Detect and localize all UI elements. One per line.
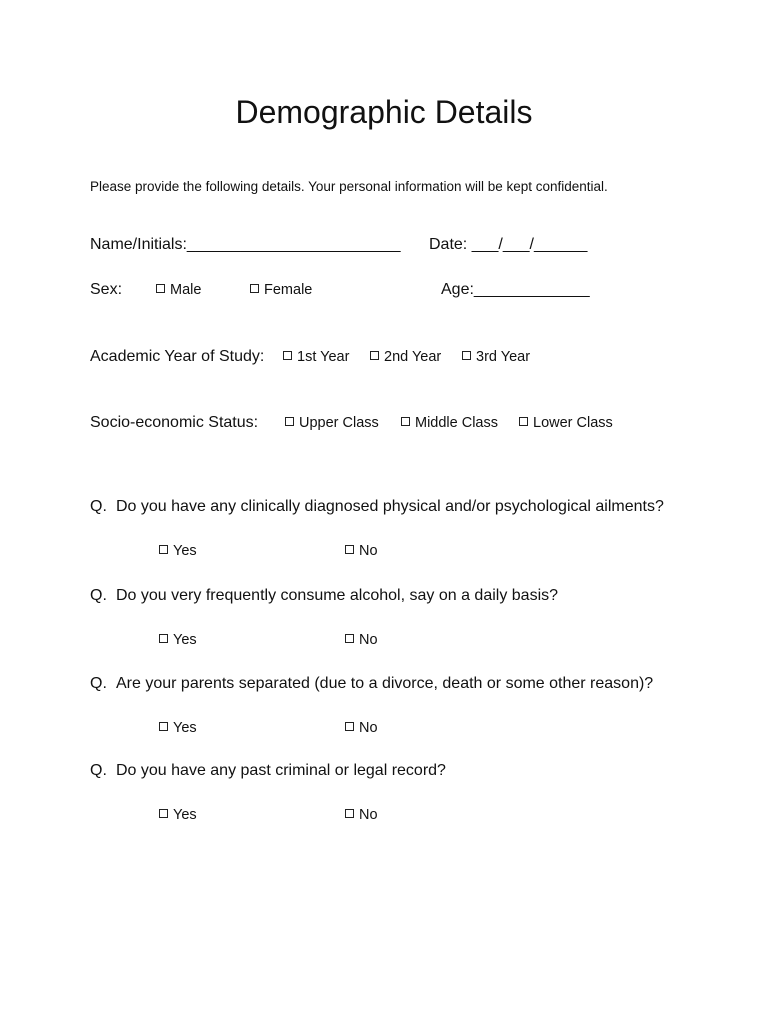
answer-no[interactable] [345, 718, 378, 738]
checkbox-icon[interactable] [345, 809, 354, 818]
option-label: Yes [173, 543, 197, 559]
question-prefix: Q. [90, 675, 107, 692]
checkbox-icon[interactable] [159, 722, 168, 731]
option-label: Middle Class [415, 415, 498, 431]
checkbox-icon[interactable] [250, 284, 259, 293]
option-label: 1st Year [297, 349, 350, 365]
checkbox-icon[interactable] [283, 351, 292, 360]
question-text [90, 497, 664, 517]
answer-yes[interactable] [159, 630, 197, 650]
academic-year-option-3rd[interactable] [462, 347, 530, 367]
academic-year-option-2nd[interactable] [370, 347, 441, 367]
sex-label: Sex: [90, 281, 123, 298]
checkbox-icon[interactable] [345, 722, 354, 731]
academic-year-option-1st[interactable] [283, 347, 349, 367]
socio-economic-option-middle[interactable] [401, 413, 498, 433]
checkbox-icon[interactable] [345, 545, 354, 554]
option-label: 3rd Year [476, 349, 531, 365]
option-label: Upper Class [299, 415, 379, 431]
option-label: Yes [173, 632, 197, 648]
question-label: Are your parents separated (due to a divorce, death or some other reason)? [116, 675, 654, 692]
checkbox-icon[interactable] [159, 809, 168, 818]
checkbox-icon[interactable] [401, 417, 410, 426]
checkbox-icon[interactable] [519, 417, 528, 426]
checkbox-icon[interactable] [159, 545, 168, 554]
answer-yes[interactable] [159, 805, 197, 825]
question-prefix: Q. [90, 587, 107, 604]
name-initials-field[interactable]: Name/Initials:________________________ [90, 236, 401, 253]
intro-text: Please provide the following details. Your personal information will be kept confidential. [90, 179, 608, 194]
sex-option-male[interactable] [156, 280, 201, 300]
question-label: Do you have any clinically diagnosed physical and/or psychological ailments? [116, 498, 664, 515]
option-label: Yes [173, 807, 197, 823]
option-label: No [359, 632, 378, 648]
date-field[interactable]: Date: ___/___/______ [429, 236, 588, 253]
checkbox-icon[interactable] [285, 417, 294, 426]
question-prefix: Q. [90, 762, 107, 779]
question-text [90, 674, 653, 694]
question-text [90, 586, 558, 606]
answer-yes[interactable] [159, 718, 197, 738]
page-title: Demographic Details [235, 94, 533, 130]
age-field[interactable]: Age:_____________ [441, 281, 590, 298]
socio-economic-option-upper[interactable] [285, 413, 379, 433]
question-label: Do you have any past criminal or legal record? [116, 762, 446, 779]
answer-yes[interactable] [159, 541, 197, 561]
checkbox-icon[interactable] [345, 634, 354, 643]
option-label: Female [264, 282, 313, 298]
answer-no[interactable] [345, 541, 378, 561]
checkbox-icon[interactable] [462, 351, 471, 360]
option-label: No [359, 543, 378, 559]
checkbox-icon[interactable] [159, 634, 168, 643]
academic-year-label: Academic Year of Study: [90, 348, 265, 365]
checkbox-icon[interactable] [370, 351, 379, 360]
option-label: Male [170, 282, 202, 298]
sex-option-female[interactable] [250, 280, 312, 300]
option-label: No [359, 807, 378, 823]
option-label: No [359, 720, 378, 736]
question-label: Do you very frequently consume alcohol, say on a daily basis? [116, 587, 559, 604]
question-text [90, 761, 446, 781]
checkbox-icon[interactable] [156, 284, 165, 293]
socio-economic-option-lower[interactable] [519, 413, 613, 433]
answer-no[interactable] [345, 805, 378, 825]
option-label: Yes [173, 720, 197, 736]
option-label: Lower Class [533, 415, 613, 431]
answer-no[interactable] [345, 630, 378, 650]
socio-economic-label: Socio-economic Status: [90, 414, 259, 431]
question-prefix: Q. [90, 498, 107, 515]
option-label: 2nd Year [384, 349, 442, 365]
